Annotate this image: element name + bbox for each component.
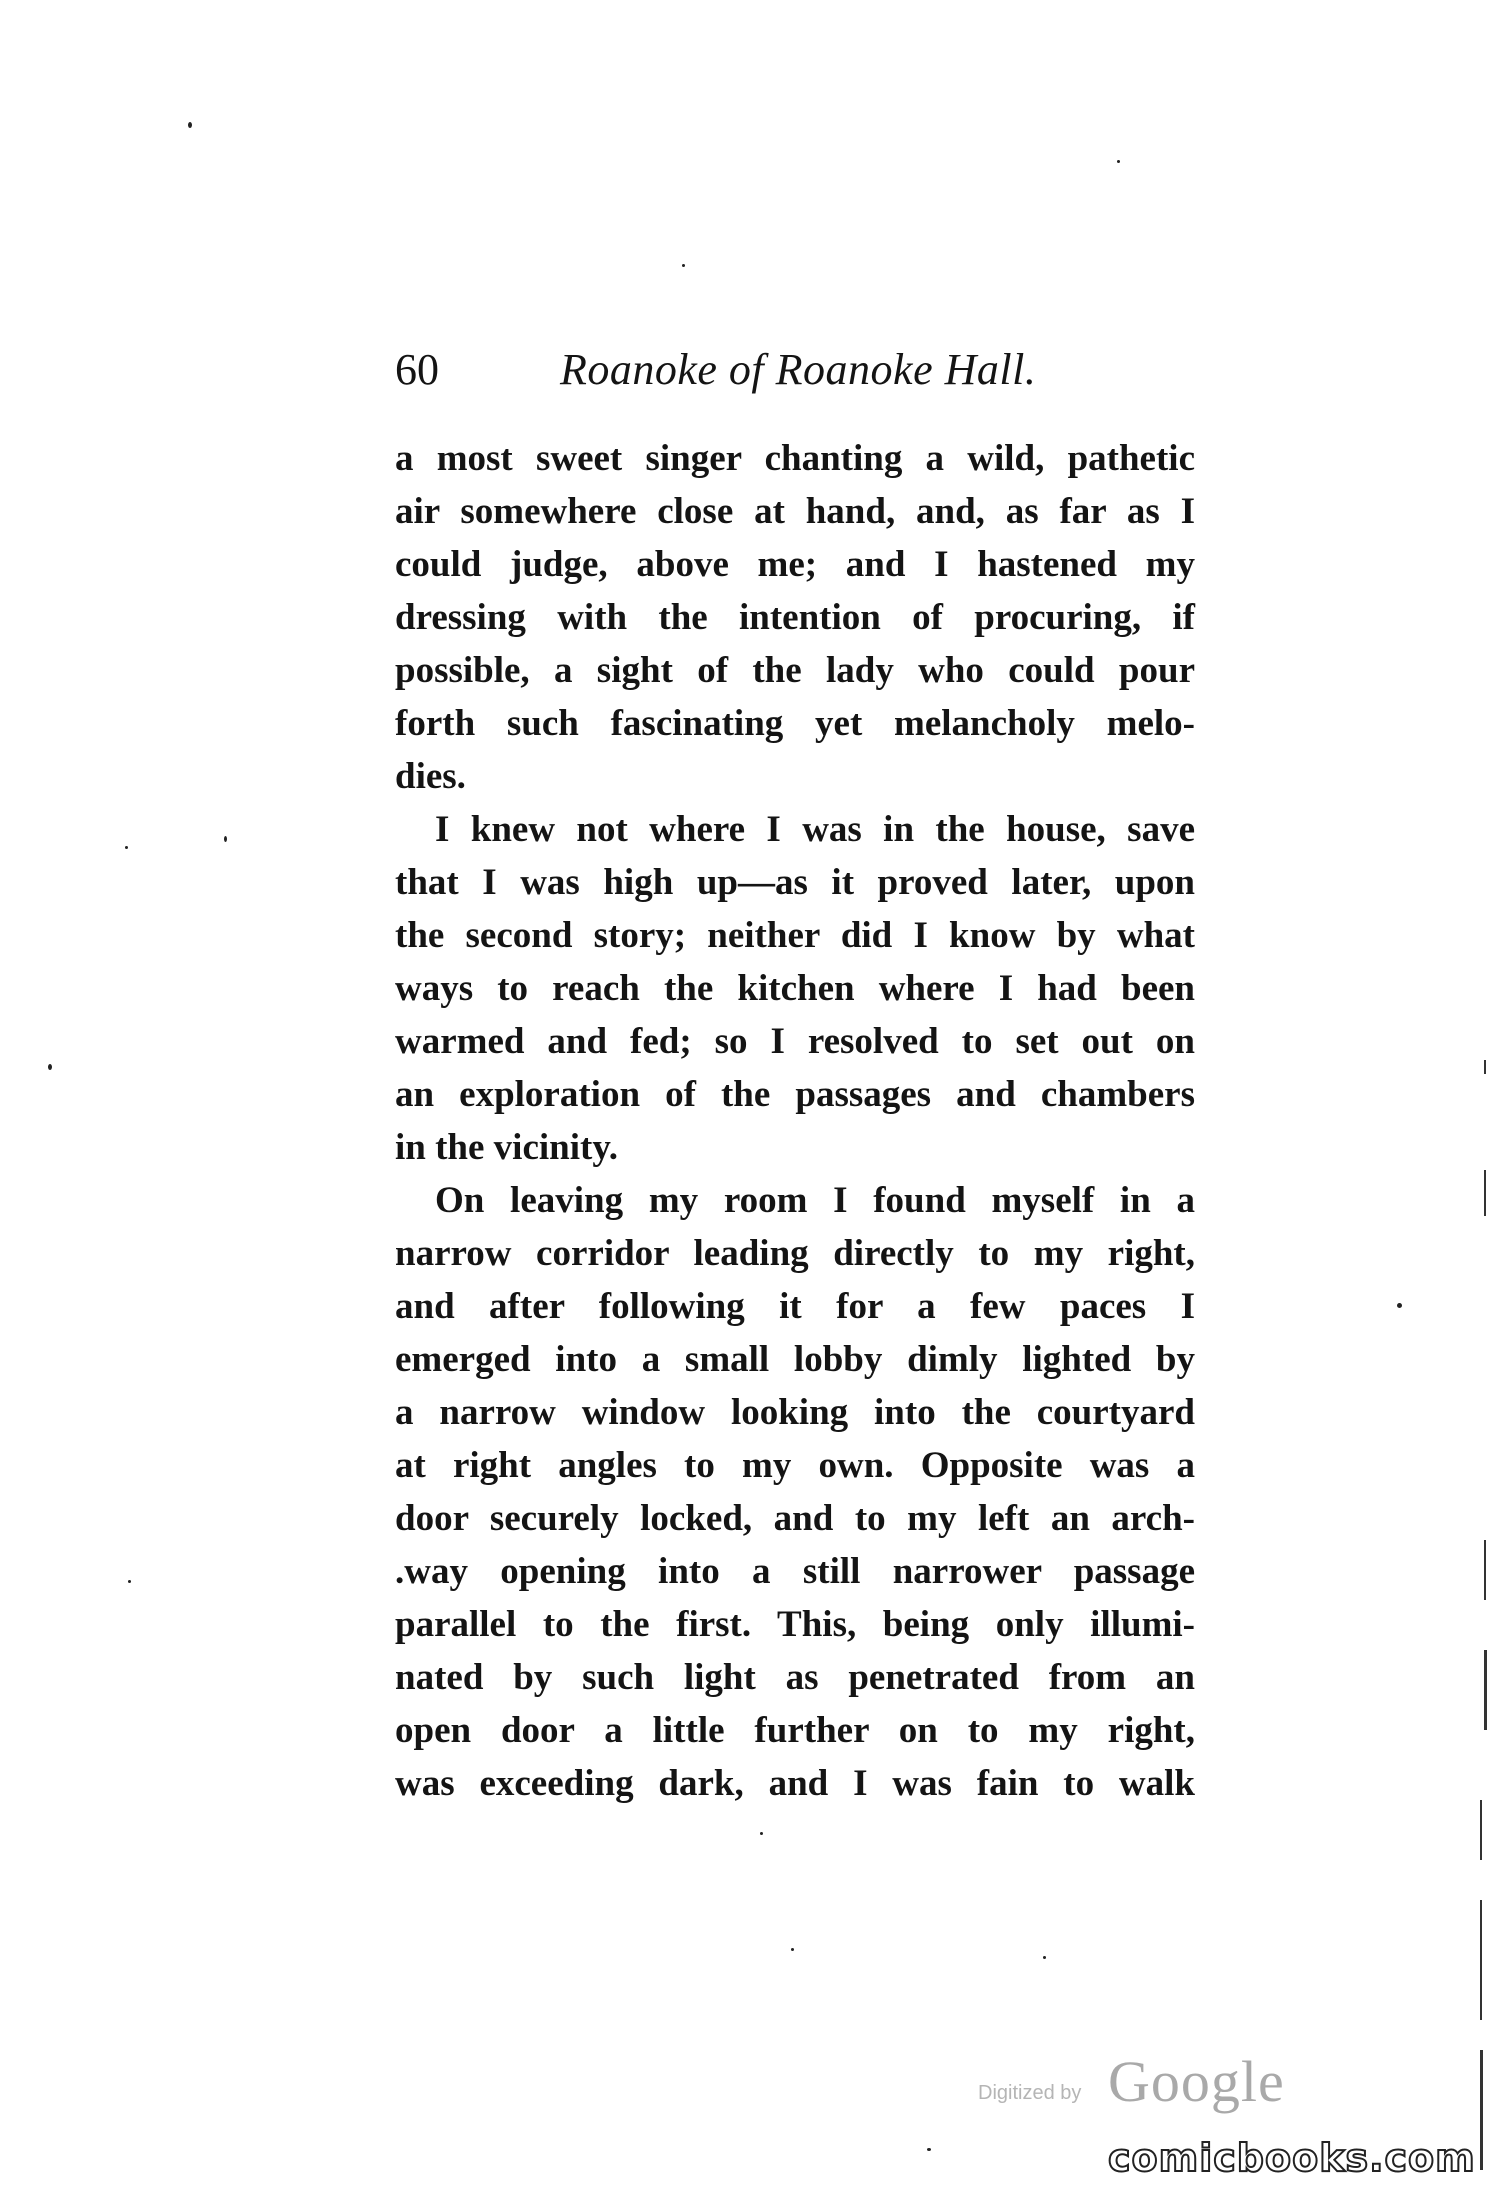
scan-speck (128, 1580, 131, 1583)
scan-edge-mark (1480, 1900, 1482, 2020)
text-line: nated by such light as penetrated from an (395, 1657, 1195, 1698)
text-line: emerged into a small lobby dimly lighted by (395, 1339, 1195, 1380)
scan-speck (1117, 160, 1120, 163)
text-line: I knew not where I was in the house, save (435, 809, 1195, 850)
text-line: narrow corridor leading directly to my right, (395, 1233, 1195, 1274)
scan-edge-mark (1480, 1800, 1482, 1860)
google-logo-text: Google (1108, 2049, 1285, 2114)
scan-speck (682, 264, 685, 267)
scan-edge-mark (1484, 1170, 1486, 1216)
text-line: .way opening into a still narrower passage (395, 1551, 1195, 1592)
text-line: On leaving my room I found myself in a (435, 1180, 1195, 1221)
scan-edge-mark (1484, 1540, 1486, 1600)
scan-speck (1397, 1303, 1402, 1308)
text-line: an exploration of the passages and chambers (395, 1074, 1195, 1115)
text-line: a most sweet singer chanting a wild, pathetic (395, 438, 1195, 479)
scan-speck (188, 122, 192, 128)
page-header (395, 340, 1195, 410)
text-line: the second story; neither did I know by what (395, 915, 1195, 956)
text-line: dies. (395, 756, 466, 797)
scan-speck (1043, 1956, 1046, 1959)
running-title: Roanoke of Roanoke Hall. (560, 345, 1037, 394)
text-line: a narrow window looking into the courtyard (395, 1392, 1195, 1433)
scan-speck (927, 2148, 931, 2151)
scan-speck (224, 836, 227, 842)
text-line: at right angles to my own. Opposite was a (395, 1445, 1195, 1486)
text-line: warmed and fed; so I resolved to set out on (395, 1021, 1195, 1062)
text-line: open door a little further on to my right, (395, 1710, 1195, 1751)
text-line: that I was high up—as it proved later, upon (395, 862, 1195, 903)
text-line: door securely locked, and to my left an arch- (395, 1498, 1195, 1539)
scan-speck (125, 846, 128, 849)
scan-edge-mark (1484, 1650, 1487, 1730)
text-line: ways to reach the kitchen where I had been (395, 968, 1195, 1009)
text-line: dressing with the intention of procuring, if (395, 597, 1195, 638)
scan-speck (791, 1948, 794, 1951)
text-line: parallel to the first. This, being only illumi- (395, 1604, 1195, 1645)
page-number: 60 (395, 345, 439, 394)
text-line: air somewhere close at hand, and, as far as I (395, 491, 1195, 532)
google-watermark (978, 2048, 1298, 2128)
text-line: forth such fascinating yet melancholy melo- (395, 703, 1195, 744)
text-line: possible, a sight of the lady who could pour (395, 650, 1195, 691)
scan-edge-mark (1480, 2050, 1483, 2170)
digitized-by-text: Digitized by (978, 2082, 1082, 2104)
scan-speck (760, 1832, 763, 1835)
scan-edge-mark (1484, 1060, 1486, 1074)
text-line: could judge, above me; and I hastened my (395, 544, 1195, 585)
text-line: was exceeding dark, and I was fain to walk (395, 1763, 1195, 1804)
site-watermark: comicbooks.com (1108, 2136, 1476, 2180)
scan-speck (48, 1064, 52, 1070)
body-text (395, 432, 1195, 1810)
text-line: in the vicinity. (395, 1127, 619, 1168)
text-line: and after following it for a few paces I (395, 1286, 1195, 1327)
